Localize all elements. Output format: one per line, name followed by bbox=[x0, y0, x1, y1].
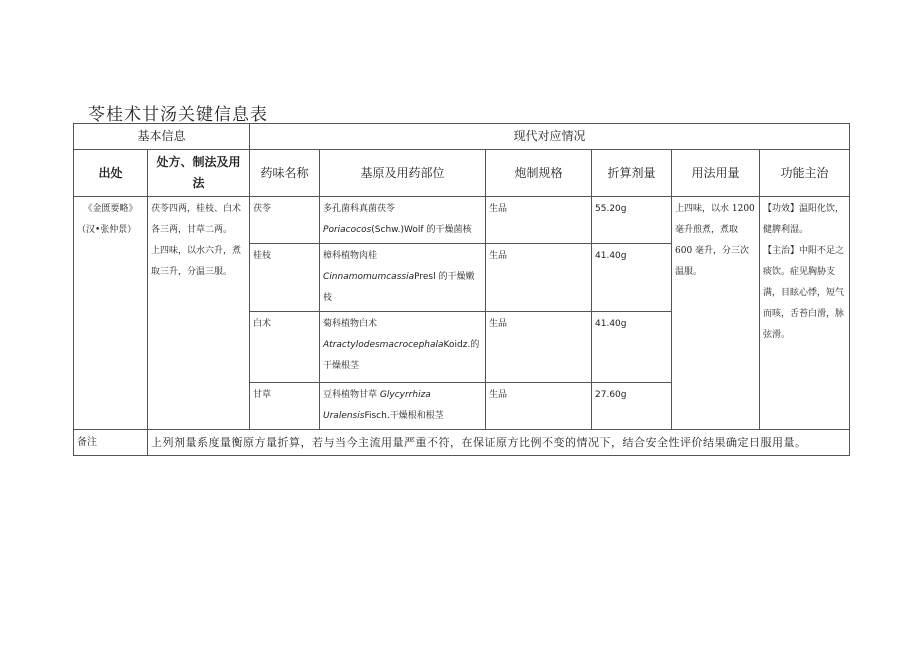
herb-origin: 豆科植物甘草 Glycyrrhiza UralensisFisch.干燥根和根茎 bbox=[320, 383, 486, 430]
herb-origin: 多孔菌科真菌茯苓 Poriacocos(Schw.)Wolf 的干燥菌核 bbox=[320, 197, 486, 244]
header-herb-name: 药味名称 bbox=[250, 150, 320, 197]
page-title: 苓桂术甘汤关键信息表 bbox=[88, 105, 268, 125]
herb-name: 茯苓 bbox=[250, 197, 320, 244]
herb-name: 白术 bbox=[250, 312, 320, 383]
header-processing: 炮制规格 bbox=[486, 150, 592, 197]
prescription-cell bbox=[148, 197, 250, 430]
header-basic-info: 基本信息 bbox=[74, 124, 250, 150]
herb-processing: 生品 bbox=[486, 244, 592, 312]
herb-name: 桂枝 bbox=[250, 244, 320, 312]
function-effect: 【功效】温阳化饮，健脾利湿。 bbox=[763, 204, 845, 235]
prescription-line2: 上四味，以水六升，煮取三升，分温三服。 bbox=[151, 246, 242, 277]
header-usage: 用法用量 bbox=[672, 150, 760, 197]
herb-processing: 生品 bbox=[486, 197, 592, 244]
header-function: 功能主治 bbox=[760, 150, 850, 197]
header-dose: 折算剂量 bbox=[592, 150, 672, 197]
herb-origin: 菊科植物白术AtractylodesmacrocephalaKoidz.的干燥根茎 bbox=[320, 312, 486, 383]
header-prescription: 处方、制法及用法 bbox=[148, 150, 250, 197]
herb-dose: 27.60g bbox=[592, 383, 672, 430]
herb-dose: 55.20g bbox=[592, 197, 672, 244]
note-label: 备注 bbox=[74, 430, 148, 456]
header-source: 出处 bbox=[74, 150, 148, 197]
function-cell bbox=[760, 197, 850, 430]
function-indication: 【主治】中阳不足之痰饮。症见胸胁支满，目眩心悸，短气而咳，舌苔白滑，脉弦滑。 bbox=[763, 246, 845, 340]
herb-origin: 樟科植物肉桂CinnamomumcassiaPresl 的干燥嫩枝 bbox=[320, 244, 486, 312]
info-table bbox=[73, 123, 850, 456]
header-origin: 基原及用药部位 bbox=[320, 150, 486, 197]
herb-processing: 生品 bbox=[486, 383, 592, 430]
source-cell bbox=[74, 197, 148, 430]
source-author: （汉•张仲景） bbox=[77, 225, 137, 235]
note-text: 上列剂量系度量衡原方量折算，若与当今主流用量严重不符，在保证原方比例不变的情况下，结合安全性评价结果确定日服用量。 bbox=[148, 430, 850, 456]
herb-processing: 生品 bbox=[486, 312, 592, 383]
header-modern: 现代对应情况 bbox=[250, 124, 850, 150]
herb-dose: 41.40g bbox=[592, 312, 672, 383]
herb-name: 甘草 bbox=[250, 383, 320, 430]
prescription-line1: 茯苓四两，桂枝、白术各三两，甘草二两。 bbox=[151, 204, 242, 235]
source-book: 《金匮要略》 bbox=[83, 204, 138, 214]
herb-dose: 41.40g bbox=[592, 244, 672, 312]
usage-cell: 上四味，以水 1200 毫升煎煮，煮取 600 毫升，分三次温服。 bbox=[672, 197, 760, 430]
